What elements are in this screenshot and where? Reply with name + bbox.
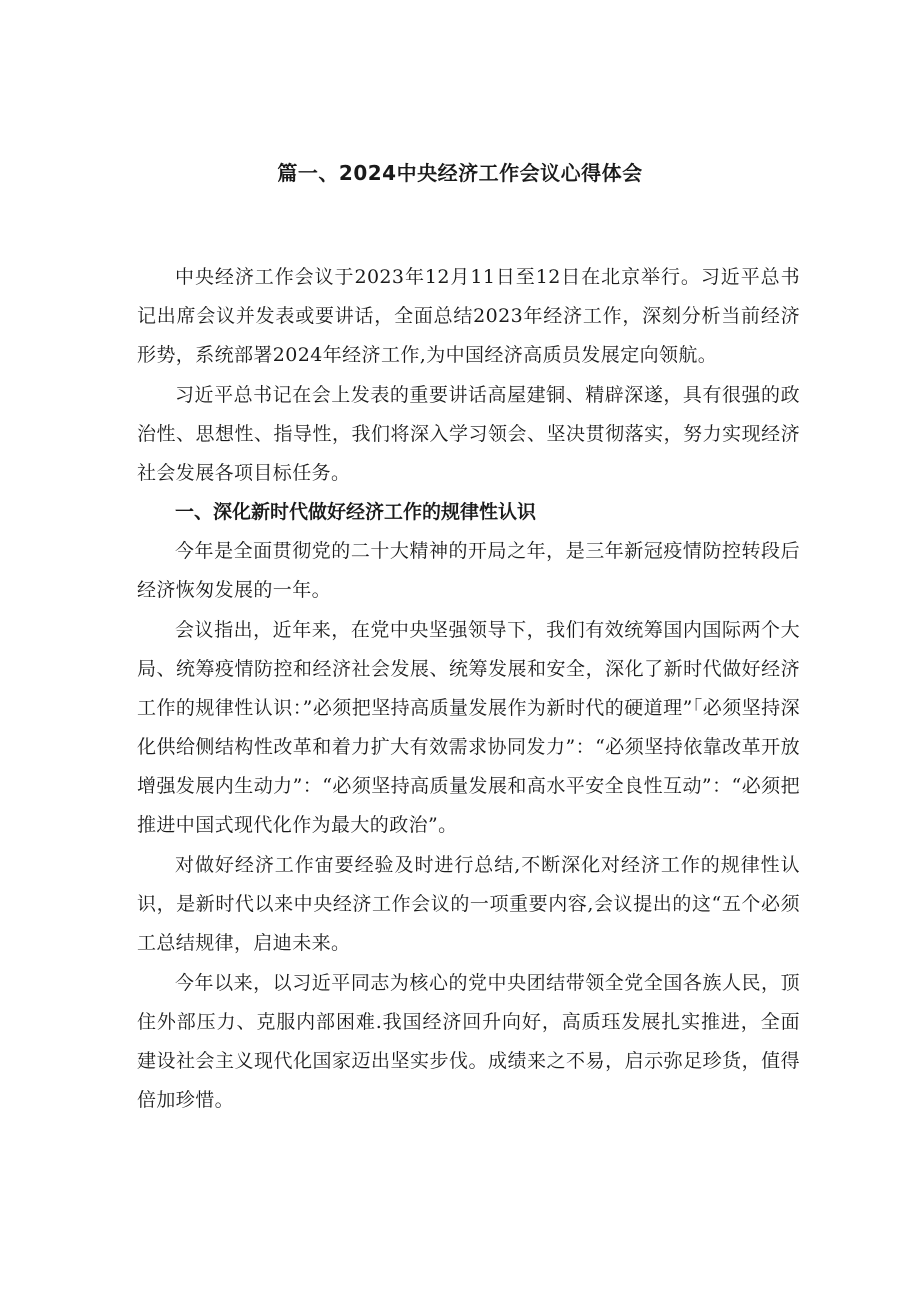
paragraph-intro-1: 中央经济工作会议于2023年12月11日至12日在北京举行。习近平总书记出席会议并发表或要讲话，全面总结2023年经济工作，深刻分析当前经济形势，系统部署2024年经济工作,为中国经济高质员发展定向领航。 [137,266,800,366]
paragraph-section1-1: 今年是全面贯彻党的二十大精神的开局之年，是三年新冠疫情防控转段后经济恢匆发展的一年。 [137,540,800,601]
document-title: 篇一、2024中央经济工作会议心得体会 [277,161,643,185]
paragraph-intro-2: 习近平总书记在会上发表的重要讲话高屋建铜、精辟深遂，具有很强的政治性、思想性、指导性，我们将深入学习领会、坚决贯彻落实，努力实现经济社会发展各项目标任务。 [137,384,800,484]
section-heading-1: 一、深化新时代做好经济工作的规律性认识 [175,501,537,523]
paragraph-section1-4: 今年以来，以习近平同志为核心的党中央团结带领全党全国各族人民，顶住外部压力、克服内部困难.我国经济回升向好，高质珏发展扎实推进，全面建设社会主义现代化国家迈出坚实步伐。成绩来之不易，启示弥足珍货，值得倍加珍惜。 [137,972,800,1111]
paragraph-section1-3: 对做好经济工作宙要经验及时进行总结,不断深化对经济工作的规律性认识，是新时代以来中央经济工作会议的一项重要内容,会议提出的这“五个必须工总结规律，启迪未来。 [137,854,800,954]
paragraph-section1-2: 会议指出，近年来，在党中央坚强领导下，我们有效统筹国内国际两个大局、统筹疫情防控和经济社会发展、统筹发展和安全，深化了新时代做好经济工作的规律性认识：”必须把坚持高质量发展作为新时代的硬道理”「必须坚持深化供给侧结构性改革和着力扩大有效需求协同发力”：“必须坚持依靠改革开放增强发展内生动力”：“必须坚持高质量发展和高水平安全良性互动”：“必须把推进中国式现代化作为最大的政治”。 [137,619,800,836]
document-body [137,258,800,1120]
